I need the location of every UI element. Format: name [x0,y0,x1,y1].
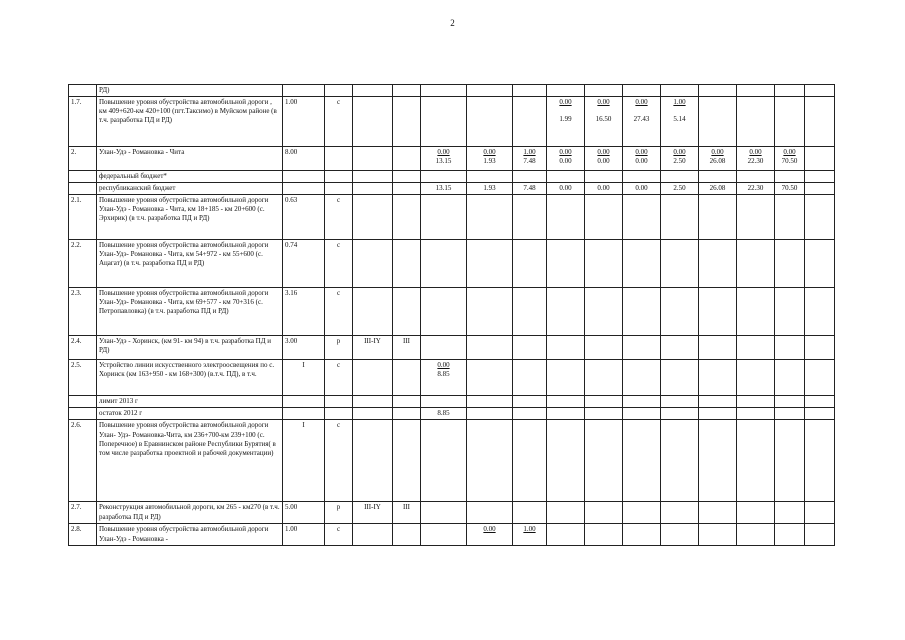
row-type: с [325,97,353,147]
row-index: 2.8. [69,524,97,546]
row-index: 2.1. [69,195,97,240]
row-index: 2. [69,147,97,171]
row-length: I [283,420,325,502]
row-index: 1.7. [69,97,97,147]
row-category-2: III [393,336,421,360]
row-index: 2.2. [69,240,97,288]
row-index: 2.6. [69,420,97,502]
table-row [69,171,835,183]
table-row: 2.5. Устройство линии искусственного электроосвещения по с. Хоринск (км 163+950 - км 168+300) (в.т.ч. ПД), в т.ч. I с 0.00 8.85 [69,360,835,396]
row-name: Повышение уровня обустройства автомобильной дороги Улан-Удэ- Романовка - Чита, км 54+972 - км 55+600 (с. Ацагат) (в т.ч. разработка ПД и РД) [97,240,283,288]
row-name: Улан-Удэ - Хоринск, (км 91- км 94) в т.ч. разработка ПД и РД) [97,336,283,360]
row-type: р [325,336,353,360]
row-category: III-IY [353,502,393,524]
row-index: 2.7. [69,502,97,524]
row-name: остаток 2012 г [97,408,283,420]
row-name: РД) [97,85,283,97]
row-type: с [325,360,353,396]
table-row [69,502,835,524]
row-type: с [325,240,353,288]
page-number: 2 [450,18,455,28]
row-type: с [325,524,353,546]
table-row: остаток 2012 г 8.85 [69,408,835,420]
row-category-2: III [393,502,421,524]
table-row [69,85,835,97]
row-name: Повышение уровня обустройства автомобильной дороги Улан-Удэ - Романовка - [97,524,283,546]
row-length: 5.00 [283,502,325,524]
row-type: р [325,502,353,524]
table-row [69,240,835,288]
row-length: I [283,360,325,396]
row-name: республиканский бюджет [97,183,283,195]
row-type: с [325,288,353,336]
table-row [69,336,835,360]
row-category: III-IY [353,336,393,360]
table-row: 2. Улан-Удэ - Романовка - Чита 8.00 0.00 13.15 0.00 1.93 1.00 7.48 0.00 0.00 0.00 0.00 0.00 0.00 0.00 2.50 0.00 26.08 0.00 22.30 0.00 70.50 [69,147,835,171]
row-length: 3.00 [283,336,325,360]
row-length: 8.00 [283,147,325,171]
table-row: 1.7. Повышение уровня обустройства автомобильной дороги , км 409+620-км 420+100 (пгт.Таксимо) в Муйском районе (в т.ч. разработка ПД и РД) 1.00 с 0.00 1.99 0.00 16.50 0.00 27.43 1.00 5.14 [69,97,835,147]
row-name: лимит 2013 г [97,396,283,408]
row-length: 1.00 [283,524,325,546]
row-type: с [325,420,353,502]
table-row: республиканский бюджет 13.15 1.93 7.48 0.00 0.00 0.00 2.50 26.08 22.30 70.50 [69,183,835,195]
row-name: Реконструкция автомобильной дороги, км 265 - км270 (в т.ч. разработка ПД и РД) [97,502,283,524]
row-index: 2.3. [69,288,97,336]
row-length: 1.00 [283,97,325,147]
table-row [69,195,835,240]
row-name: Повышение уровня обустройства автомобильной дороги Улан- Удэ- Романовка-Чита, км 236+700-км 239+100 (с. Поперечное) в Еравнинском районе Республики Бурятия( в том числе разработка проектной и рабочей документации) [97,420,283,502]
row-length: 0.63 [283,195,325,240]
row-length: 3.16 [283,288,325,336]
table-row [69,288,835,336]
row-name: Повышение уровня обустройства автомобильной дороги , км 409+620-км 420+100 (пгт.Таксимо) в Муйском районе (в т.ч. разработка ПД и РД) [97,97,283,147]
row-index: 2.4. [69,336,97,360]
row-name: Повышение уровня обустройства автомобильной дороги Улан-Удэ- Романовка - Чита, км 69+577 - км 70+316 (с. Петропавловка) (в т.ч. разработка ПД и РД) [97,288,283,336]
row-length: 0.74 [283,240,325,288]
row-name: Устройство линии искусственного электроосвещения по с. Хоринск (км 163+950 - км 168+300) (в.т.ч. ПД), в т.ч. [97,360,283,396]
table-row [69,396,835,408]
program-table [68,84,835,546]
row-name: Улан-Удэ - Романовка - Чита [97,147,283,171]
row-name: Повышение уровня обустройства автомобильной дороги Улан-Удэ - Романовка - Чита, км 18+185 - км 20+600 (с. Эрхирик) (в т.ч. разработка ПД и РД) [97,195,283,240]
row-type: с [325,195,353,240]
table-row: 2.8. Повышение уровня обустройства автомобильной дороги Улан-Удэ - Романовка - 1.00 с 0.00 1.00 [69,524,835,546]
row-name: федеральный бюджет* [97,171,283,183]
table-row [69,420,835,502]
row-index: 2.5. [69,360,97,396]
